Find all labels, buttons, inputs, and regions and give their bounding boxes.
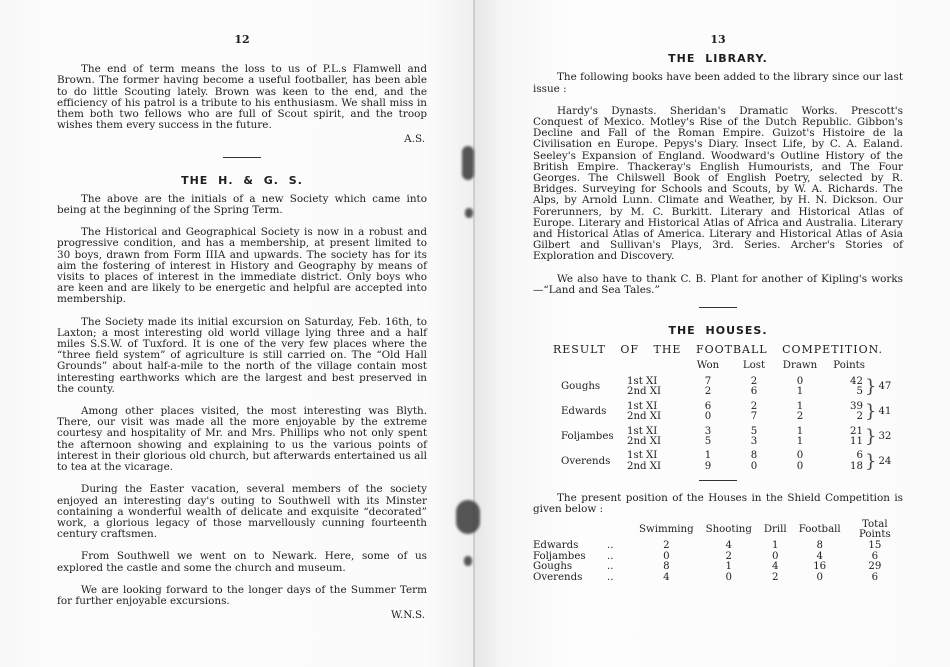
points-value: 5 (856, 386, 863, 398)
column-header: Swimming (639, 523, 694, 535)
shield-competition-table (533, 520, 903, 583)
lost-value: 0 (750, 460, 758, 472)
column-header: Points (833, 360, 865, 372)
shield-row (533, 552, 903, 562)
drawn-value: 1 (796, 435, 804, 447)
house-name: Overends (561, 455, 611, 467)
brace-glyph: } (865, 376, 877, 398)
page-number-left: 12 (234, 33, 250, 46)
points-value: 2 (856, 411, 863, 423)
lost-value: 5 (750, 425, 758, 437)
lost-value: 2 (750, 375, 758, 387)
team-label: 1st XI (627, 450, 658, 462)
leader-dots: .. (607, 540, 614, 552)
team-label: 1st XI (627, 400, 658, 412)
staple-mark-bottom (456, 500, 480, 534)
page-number-right: 13 (710, 33, 726, 46)
drawn-value: 0 (796, 450, 804, 462)
swimming-value: 0 (663, 550, 670, 562)
library-intro: The following books have been added to the library since our last issue : (533, 71, 903, 95)
won-value: 7 (704, 375, 712, 387)
library-book-list: Hardy's Dynasts. Sheridan's Dramatic Works. Prescott's Conquest of Mexico. Motley's Rise of the Dutch Republic. Gibbon's Decline and Fall of the Roman Empire. Guizot's Histoire de la Civilisation en Europe. Pepys's Diary. Insect Life, by C. A. Ealand. Seeley's Expansion of England. Woodward's Outline History of the British Empire. Thackeray's English Humourists, and The Four Georges. The Chilswell Book of English Poetry, selected by R. Bridges. Surveying for Schools and Scouts, by W. A. Richards. The Alps, by Arnold Lunn. Climate and Weather, by H. N. Dickson. Our Forerunners, by M. C. Burkitt. Literary and Historical Atlas of Europe. Literary and Historical Atlas of Africa and Australia. Literary and Historical Atlas of America. Literary and Historical Atlas of Asia Gilbert and Sullivan's Plays, 3rd. Series. Archer's Stories of Exploration and Discovery. (533, 104, 903, 263)
won-value: 3 (704, 425, 712, 437)
house-name: Edwards (533, 540, 579, 552)
points-value: 18 (850, 460, 863, 472)
column-header: Shooting (705, 523, 752, 535)
shield-row (533, 562, 903, 572)
points-value: 11 (850, 435, 863, 447)
drawn-value: 2 (796, 411, 804, 423)
house-name: Goughs (533, 561, 573, 573)
lost-value: 3 (750, 435, 758, 447)
hgs-heading: THE H. & G. S. (181, 173, 303, 187)
library-thanks: We also have to thank C. B. Plant for another of Kipling's works—“Land and Sea Tales.” (533, 272, 903, 296)
drawn-value: 1 (796, 400, 804, 412)
house-name: Goughs (561, 381, 601, 393)
hgs-paragraph: Among other places visited, the most interesting was Blyth. There, our visit was made all the more enjoyable by the extreme courtesy and hospitality of Mr. and Mrs. Phillips who not only spent the afternoon showing and explaining to us the various points of interest in their glorious old church, but afterwards entertained us all to tea at the vicarage. (57, 405, 427, 474)
team-label: 2nd XI (627, 435, 662, 447)
football-row (561, 423, 891, 437)
shooting-value: 4 (725, 540, 732, 552)
library-heading: THE LIBRARY. (668, 52, 768, 66)
left-page-content (57, 0, 427, 621)
football-row (561, 398, 891, 412)
football-row (561, 447, 891, 461)
football-row (561, 373, 891, 387)
football-results-table (561, 361, 891, 472)
won-value: 5 (704, 435, 712, 447)
total-points-value: 15 (868, 540, 882, 552)
section-divider (699, 480, 737, 481)
swimming-value: 4 (663, 571, 670, 583)
hgs-paragraph: The Society made its initial excursion on Saturday, Feb. 16th, to Laxton; a most interesting old world village lying three and a half miles S.S.W. of Tuxford. It is one of the very few places where the “three field system” of agriculture is still carried on. The “Old Hall Grounds” about half-a-mile to the north of the village contain most interesting earthworks which are the largest and best preserved in the county. (57, 315, 427, 395)
football-value: 4 (816, 550, 823, 562)
book-gutter (473, 0, 475, 667)
drawn-value: 0 (796, 375, 804, 387)
team-label: 1st XI (627, 425, 658, 437)
house-name: Foljambes (561, 430, 614, 442)
lost-value: 8 (750, 450, 758, 462)
house-name: Overends (533, 571, 583, 583)
shield-row (533, 573, 903, 583)
swimming-value: 8 (663, 561, 670, 573)
drill-value: 2 (772, 571, 779, 583)
football-value: 0 (816, 571, 823, 583)
staple-mark-top-small (465, 208, 473, 218)
house-total-points: 47 (878, 381, 892, 393)
column-header: Total Points (858, 518, 891, 540)
shooting-value: 0 (725, 571, 732, 583)
team-label: 2nd XI (627, 411, 662, 423)
drill-value: 4 (772, 561, 779, 573)
won-value: 6 (704, 400, 712, 412)
column-header: Drill (763, 523, 787, 535)
won-value: 1 (704, 450, 712, 462)
houses-heading: THE HOUSES. (668, 324, 768, 338)
total-points-value: 6 (871, 571, 879, 583)
drill-value: 0 (772, 550, 779, 562)
section-divider (699, 307, 737, 308)
shield-header-row (533, 520, 903, 542)
house-name: Foljambes (533, 550, 586, 562)
team-label: 2nd XI (627, 460, 662, 472)
football-value: 8 (816, 540, 823, 552)
staple-mark-top (462, 146, 474, 180)
brace-glyph: } (865, 450, 877, 472)
scouting-signature: A.S. (404, 133, 425, 146)
football-header-row (561, 361, 891, 372)
total-points-value: 29 (868, 561, 882, 573)
leader-dots: .. (607, 550, 614, 562)
brace-glyph: } (865, 401, 877, 423)
shield-row (533, 541, 903, 551)
column-header: Lost (742, 360, 766, 372)
total-points-value: 6 (871, 550, 879, 562)
drawn-value: 1 (796, 386, 804, 398)
shooting-value: 1 (725, 561, 732, 573)
swimming-value: 2 (663, 540, 670, 552)
points-value: 21 (850, 425, 863, 437)
shooting-value: 2 (725, 550, 732, 562)
football-value: 16 (813, 561, 827, 573)
hgs-signature: W.N.S. (391, 609, 425, 622)
section-divider (223, 157, 261, 158)
hgs-paragraph: From Southwell we went on to Newark. Here, some of us explored the castle and some the church and museum. (57, 550, 427, 574)
won-value: 2 (704, 386, 712, 398)
hgs-paragraph: The Historical and Geographical Society is now in a robust and progressive condition, and has a membership, at present limited to 30 boys, drawn from Form IIIA and upwards. The society has for its aim the fostering of interest in History and Geography by means of visits to places of interest in the immediate district. Only boys who are keen and are likely to be energetic and helpful are accepted into membership. (57, 226, 427, 306)
won-value: 0 (704, 411, 712, 423)
drill-value: 1 (772, 540, 779, 552)
hgs-paragraph: The above are the initials of a new Society which came into being at the beginning of the Spring Term. (57, 192, 427, 217)
column-header: Drawn (782, 360, 818, 372)
right-page-content (533, 0, 903, 583)
points-value: 42 (850, 375, 863, 387)
hgs-paragraph: We are looking forward to the longer days of the Summer Term for further enjoyable excursions. (57, 583, 427, 607)
football-title: RESULT OF THE FOOTBALL COMPETITION. (552, 343, 884, 357)
lost-value: 2 (750, 400, 758, 412)
points-value: 39 (850, 400, 863, 412)
leader-dots: .. (607, 571, 614, 583)
house-total-points: 32 (878, 430, 892, 442)
won-value: 9 (704, 460, 712, 472)
house-total-points: 41 (878, 405, 892, 417)
house-name: Edwards (561, 405, 607, 417)
column-header: Won (696, 360, 720, 372)
house-total-points: 24 (878, 455, 892, 467)
drawn-value: 1 (796, 425, 804, 437)
shield-intro: The present position of the Houses in the Shield Competition is given below : (533, 492, 903, 516)
drawn-value: 0 (796, 460, 804, 472)
team-label: 1st XI (627, 375, 658, 387)
hgs-paragraph: During the Easter vacation, several members of the society enjoyed an interesting day's outing to Southwell with its Minster containing a wonderful wealth of delicate and exquisite “decorated” work, a glorious legacy of those marvellously cunning fourteenth century craftsmen. (57, 483, 427, 541)
team-label: 2nd XI (627, 386, 662, 398)
lost-value: 7 (750, 411, 758, 423)
column-header: Football (798, 523, 841, 535)
leader-dots: .. (607, 561, 614, 573)
staple-mark-bottom-small (464, 556, 472, 566)
lost-value: 6 (750, 386, 758, 398)
brace-glyph: } (865, 425, 877, 447)
scouting-paragraph: The end of term means the loss to us of P.L.s Flamwell and Brown. The former having become a useful footballer, has been able to do little Scouting lately. Brown was keen to the end, and the efficiency of his patrol is a tribute to his enthusiasm. We shall miss in them both two fellows who are full of Scout spirit, and the troop wishes them every success in the future. (57, 63, 427, 132)
points-value: 6 (856, 450, 863, 462)
